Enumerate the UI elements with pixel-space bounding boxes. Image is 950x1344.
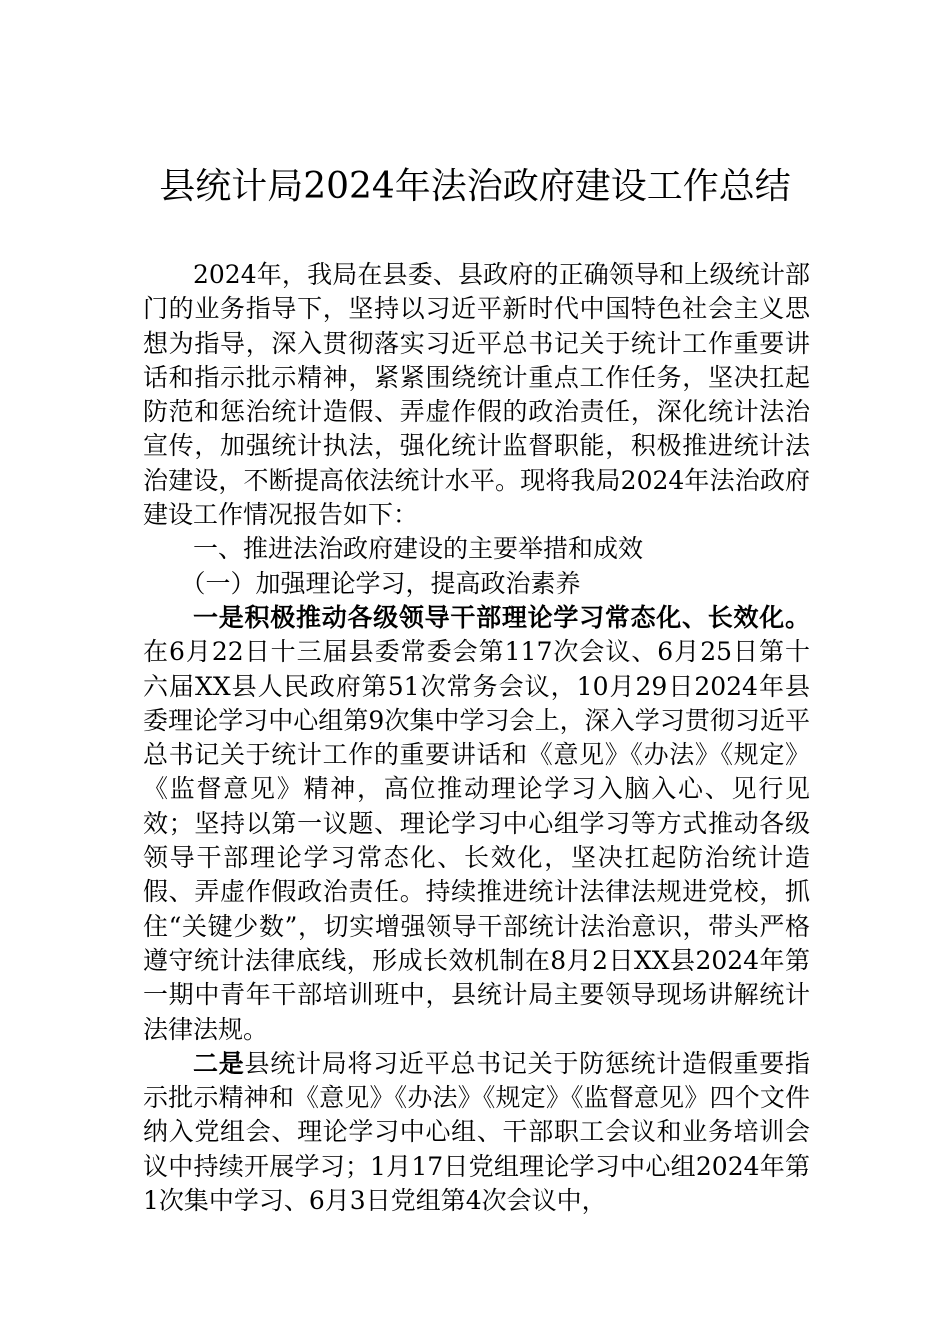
paragraph-1-lead: 一是积极推动各级领导干部理论学习常态化、长效化。 [193,602,810,632]
document-body [143,258,810,1218]
paragraph-1-body: 在6月22日十三届县委常委会第117次会议、6月25日第十六届XX县人民政府第51次常务会议，10月29日2024年县委理论学习中心组第9次集中学习会上，深入学习贯彻习近平总书记关于统计工作的重要讲话和《意见》《办法》《规定》《监督意见》精神，高位推动理论学习入脑入心、见行见效；坚持以第一议题、理论学习中心组学习等方式推动各级领导干部理论学习常态化、长效化，坚决扛起防治统计造假、弄虚作假政治责任。持续推进统计法律法规进党校，抓住“关键少数”，切实增强领导干部统计法治意识，带头严格遵守统计法律底线，形成长效机制在8月2日XX县2024年第一期中青年干部培训班中，县统计局主要领导现场讲解统计法律法规。 [143,637,810,1044]
intro-paragraph: 2024年，我局在县委、县政府的正确领导和上级统计部门的业务指导下，坚持以习近平新时代中国特色社会主义思想为指导，深入贯彻落实习近平总书记关于统计工作重要讲话和指示批示精神，紧紧围绕统计重点工作任务，坚决扛起防范和惩治统计造假、弄虚作假的政治责任，深化统计法治宣传，加强统计执法，强化统计监督职能，积极推进统计法治建设，不断提高依法统计水平。现将我局2024年法治政府建设工作情况报告如下： [143,260,810,530]
section-heading: 一、推进法治政府建设的主要举措和成效 [193,534,644,564]
subsection-heading: （一）加强理论学习，提高政治素养 [180,568,581,598]
paragraph-2-lead: 二是 [193,1048,245,1078]
paragraph-1 [143,601,810,1047]
paragraph-2 [143,1047,810,1218]
document-title: 县统计局2024年法治政府建设工作总结 [159,166,791,207]
paragraph-2-body: 县统计局将习近平总书记关于防惩统计造假重要指示批示精神和《意见》《办法》《规定》《监督意见》四个文件纳入党组会、理论学习中心组、干部职工会议和业务培训会议中持续开展学习；1月17日党组理论学习中心组2024年第1次集中学习、6月3日党组第4次会议中， [143,1048,810,1216]
